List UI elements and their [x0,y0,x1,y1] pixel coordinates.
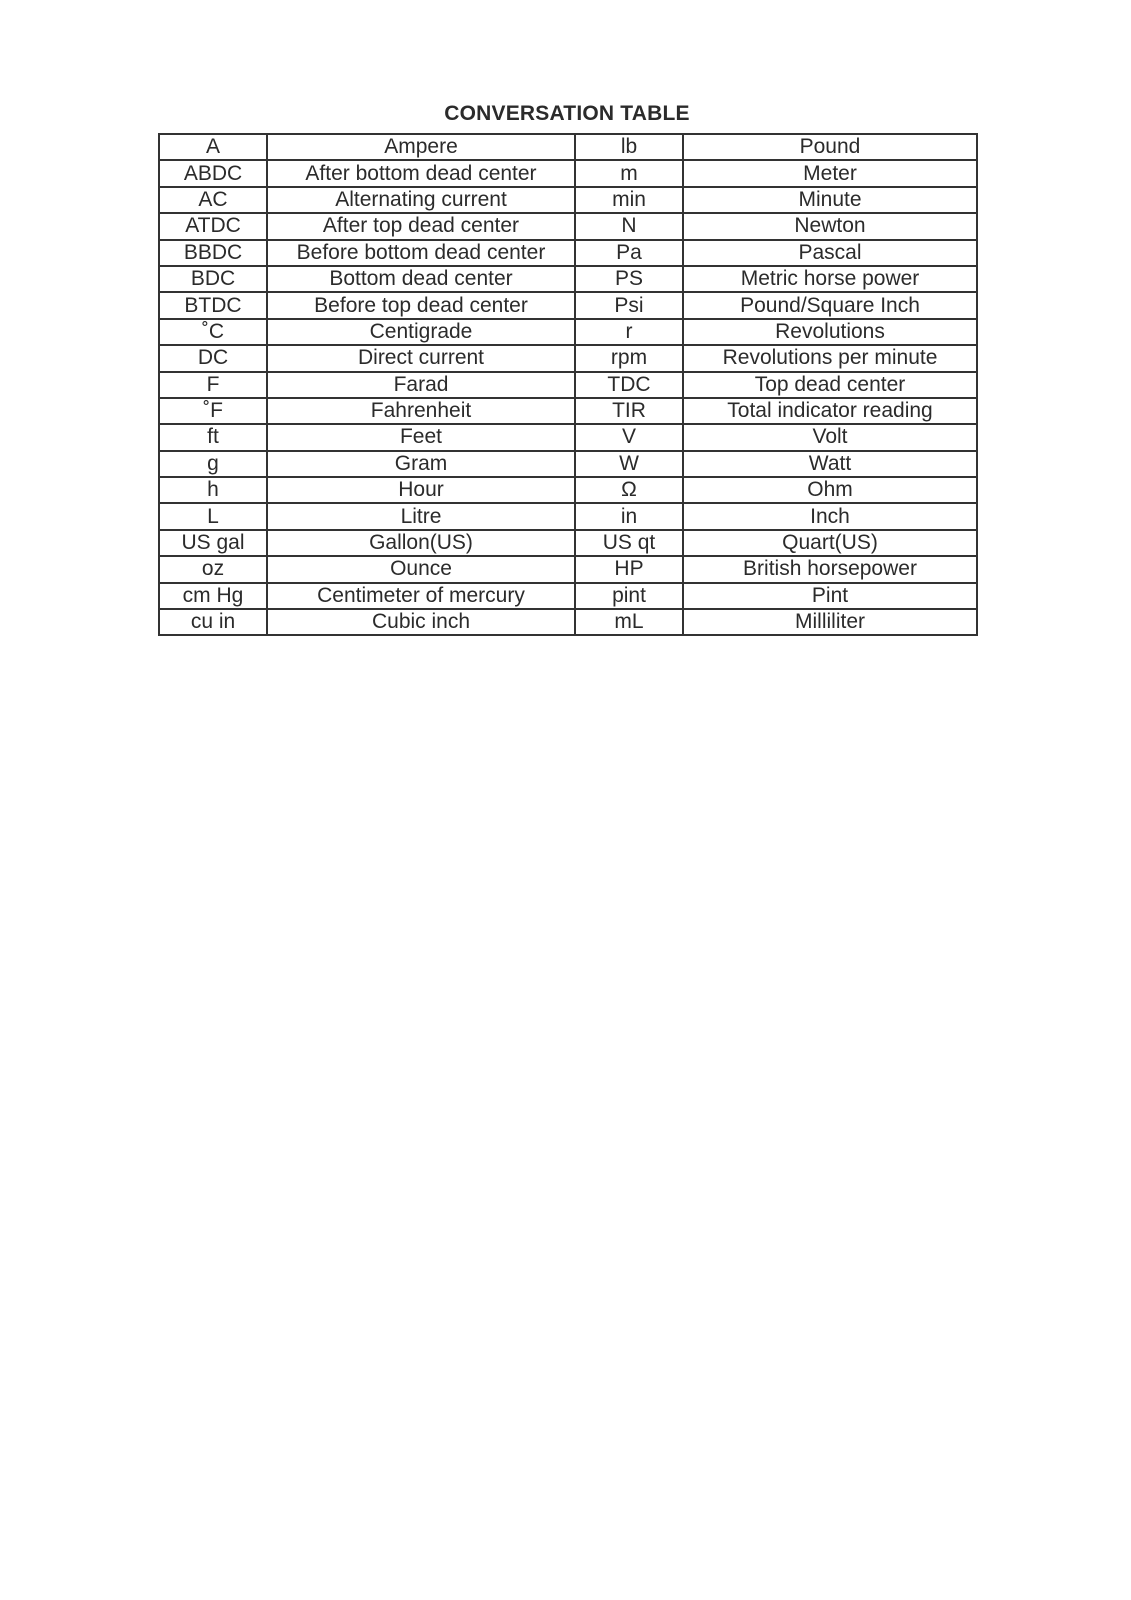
right-meaning-cell: Newton [683,213,977,239]
right-meaning-cell: Top dead center [683,372,977,398]
left-abbreviation-cell: g [159,451,267,477]
right-abbreviation-cell: US qt [575,530,683,556]
right-meaning-cell: British horsepower [683,556,977,582]
right-meaning-cell: Revolutions [683,319,977,345]
left-meaning-cell: Hour [267,477,575,503]
right-meaning-cell: Meter [683,160,977,186]
left-abbreviation-cell: L [159,503,267,529]
right-abbreviation-cell: in [575,503,683,529]
left-abbreviation-cell: h [159,477,267,503]
left-abbreviation-cell: ATDC [159,213,267,239]
conversion-table-body [159,134,977,635]
right-meaning-cell: Pascal [683,240,977,266]
right-abbreviation-cell: rpm [575,345,683,371]
left-abbreviation-cell: BBDC [159,240,267,266]
left-abbreviation-cell: F [159,372,267,398]
conversion-table [158,133,978,636]
left-abbreviation-cell: oz [159,556,267,582]
left-abbreviation-cell: US gal [159,530,267,556]
right-meaning-cell: Metric horse power [683,266,977,292]
right-abbreviation-cell: N [575,213,683,239]
left-meaning-cell: Before top dead center [267,292,575,318]
right-abbreviation-cell: TDC [575,372,683,398]
right-abbreviation-cell: Pa [575,240,683,266]
left-meaning-cell: Ampere [267,134,575,160]
table-row [159,398,977,424]
left-abbreviation-cell: DC [159,345,267,371]
right-meaning-cell: Quart(US) [683,530,977,556]
right-meaning-cell: Total indicator reading [683,398,977,424]
right-abbreviation-cell: PS [575,266,683,292]
right-meaning-cell: Pound [683,134,977,160]
left-abbreviation-cell: BTDC [159,292,267,318]
right-abbreviation-cell: Psi [575,292,683,318]
left-meaning-cell: Gram [267,451,575,477]
table-row [159,556,977,582]
right-abbreviation-cell: Ω [575,477,683,503]
left-abbreviation-cell: ˚C [159,319,267,345]
left-meaning-cell: Fahrenheit [267,398,575,424]
left-abbreviation-cell: AC [159,187,267,213]
left-meaning-cell: Centimeter of mercury [267,583,575,609]
table-row [159,292,977,318]
right-abbreviation-cell: pint [575,583,683,609]
table-row [159,160,977,186]
left-abbreviation-cell: cm Hg [159,583,267,609]
left-abbreviation-cell: BDC [159,266,267,292]
left-meaning-cell: After top dead center [267,213,575,239]
table-row [159,187,977,213]
right-abbreviation-cell: V [575,424,683,450]
left-meaning-cell: Centigrade [267,319,575,345]
left-meaning-cell: Alternating current [267,187,575,213]
table-row [159,134,977,160]
table-row [159,530,977,556]
table-row [159,424,977,450]
table-row [159,266,977,292]
right-abbreviation-cell: r [575,319,683,345]
right-meaning-cell: Minute [683,187,977,213]
left-abbreviation-cell: ABDC [159,160,267,186]
left-meaning-cell: Gallon(US) [267,530,575,556]
table-row [159,609,977,635]
right-meaning-cell: Milliliter [683,609,977,635]
table-row [159,583,977,609]
left-meaning-cell: Before bottom dead center [267,240,575,266]
right-abbreviation-cell: min [575,187,683,213]
right-meaning-cell: Ohm [683,477,977,503]
left-abbreviation-cell: ft [159,424,267,450]
table-row [159,213,977,239]
right-abbreviation-cell: lb [575,134,683,160]
right-meaning-cell: Revolutions per minute [683,345,977,371]
left-meaning-cell: Bottom dead center [267,266,575,292]
right-abbreviation-cell: HP [575,556,683,582]
right-abbreviation-cell: W [575,451,683,477]
right-abbreviation-cell: m [575,160,683,186]
table-row [159,451,977,477]
left-meaning-cell: Cubic inch [267,609,575,635]
right-abbreviation-cell: mL [575,609,683,635]
left-meaning-cell: Direct current [267,345,575,371]
right-meaning-cell: Watt [683,451,977,477]
left-meaning-cell: Farad [267,372,575,398]
right-meaning-cell: Inch [683,503,977,529]
left-meaning-cell: Litre [267,503,575,529]
table-row [159,372,977,398]
left-abbreviation-cell: A [159,134,267,160]
table-row [159,240,977,266]
page-title: CONVERSATION TABLE [444,102,690,125]
table-row [159,477,977,503]
right-meaning-cell: Volt [683,424,977,450]
table-row [159,503,977,529]
right-meaning-cell: Pound/Square Inch [683,292,977,318]
left-meaning-cell: Feet [267,424,575,450]
right-abbreviation-cell: TIR [575,398,683,424]
table-row [159,345,977,371]
right-meaning-cell: Pint [683,583,977,609]
table-row [159,319,977,345]
left-abbreviation-cell: cu in [159,609,267,635]
left-meaning-cell: After bottom dead center [267,160,575,186]
left-meaning-cell: Ounce [267,556,575,582]
left-abbreviation-cell: ˚F [159,398,267,424]
